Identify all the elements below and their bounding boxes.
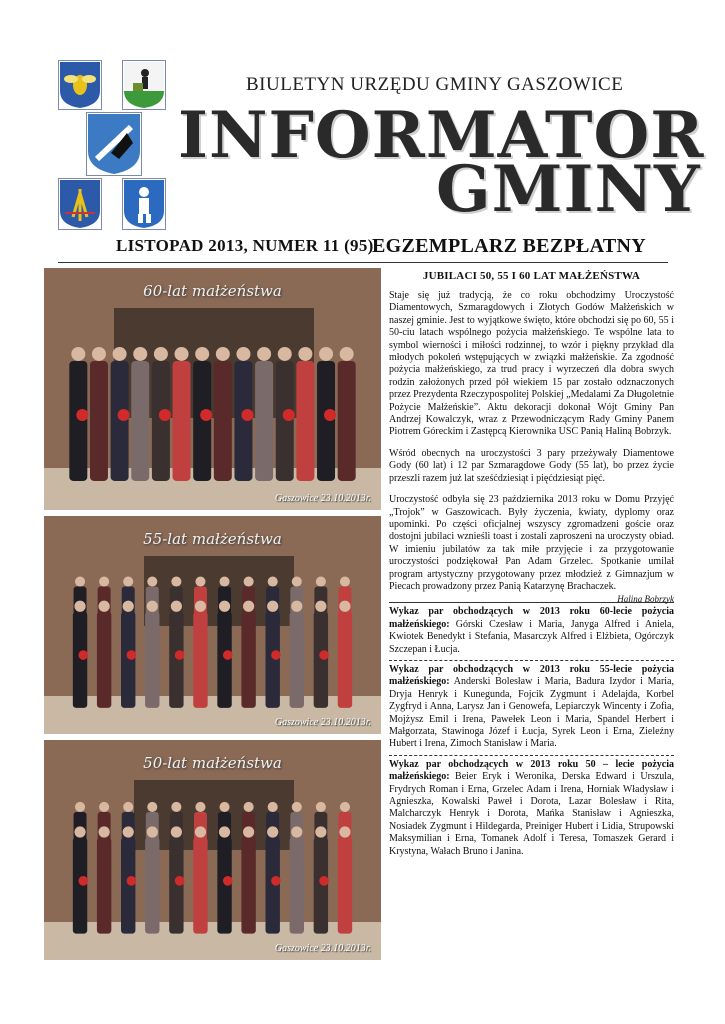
article-paragraph-1: Staje się już tradycją, że co roku obchodzimy Uroczystość Diamentowych, Szmaragdowych i Złotych Godów Małżeńskich w naszej gminie. Jest to wyjątkowe święto, które obchodzi się po 60, 55 i 50-ciu latach wspólnego pożycia małżeńskiego. Te wspólne lata to symbol wierności i miłości rodzinnej, to wzór i piękny przykład dla młodych pokoleń wstępujących w związki małżeńskie. Za zgodność pożycia małżeńskiego, za trud pracy i wyrzeczeń dla dobra swych rodzin założonych przed pół wiekiem 15 par zostało odznaczonych przez Prezydenta Rzeczypospolitej Polskiej „Medalami Za Długoletnie Pożycie Małżeńskie”. Aktu dekoracji dokonał Wójt Gminy Pan Andrzej Kowalczyk, wraz z Przewodniczącym Rady Gminy Panem Piotrem Góreckim i Zastępcą Kierownika USC Panią Haliną Bobrzyk. bbox=[389, 290, 674, 438]
person-figure bbox=[338, 612, 352, 708]
person-figure bbox=[266, 838, 280, 934]
person-head bbox=[315, 601, 326, 612]
person-figure bbox=[338, 361, 356, 481]
person-head bbox=[195, 347, 209, 361]
person-head bbox=[113, 347, 127, 361]
crest-wheat-icon bbox=[58, 178, 102, 230]
person-figure bbox=[266, 612, 280, 708]
person-figure bbox=[193, 838, 207, 934]
person-head bbox=[74, 601, 85, 612]
person-figure bbox=[234, 361, 252, 481]
flower-bouquet bbox=[271, 650, 281, 660]
article-paragraph-2: Wśród obecnych na uroczystości 3 pary przeżywały Diamentowe Gody (60 lat) i 12 par Szmaragdowe Gody (55 lat), bo przez życie przeszli razem już lat sześćdziesiąt i pięćdziesiąt pięć. bbox=[389, 447, 674, 484]
list-55-years bbox=[389, 664, 674, 751]
person-head bbox=[71, 347, 85, 361]
person-head bbox=[243, 601, 254, 612]
person-head bbox=[123, 826, 134, 837]
list-names: Anderski Bolesław i Maria, Badura Izydor i Maria, Dryja Henryk i Kunegunda, Fojcik Zygmunt i Adelajda, Korbel Zygfryd i Anna, Larysz Jan i Genowefa, Lepiarczyk Wincenty i Zofia, Mojżysz Emil i Irena, Pawełek Leon i Maria, Spandel Herbert i Małgorzata, Stawinoga Józef i Łucja, Syrek Leon i Erna, Zieleźny Hubert i Irena, Zimoch Stanisław i Maria. bbox=[389, 676, 674, 750]
person-figure bbox=[193, 361, 211, 481]
person-head bbox=[75, 802, 85, 812]
person-figure bbox=[69, 361, 87, 481]
person-head bbox=[171, 601, 182, 612]
list-60-years bbox=[389, 606, 674, 656]
crests-group bbox=[58, 60, 168, 232]
list-50-years bbox=[389, 759, 674, 858]
flower-bouquet bbox=[127, 650, 137, 660]
person-head bbox=[268, 802, 278, 812]
person-head bbox=[315, 826, 326, 837]
person-head bbox=[244, 802, 254, 812]
flower-bouquet bbox=[78, 650, 88, 660]
photo-title: 55-lat małżeństwa bbox=[143, 530, 282, 548]
flower-bouquet bbox=[241, 409, 253, 421]
person-figure bbox=[314, 838, 328, 934]
person-figure bbox=[131, 361, 149, 481]
masthead-title-informator: INFORMATOR bbox=[178, 98, 705, 173]
person-figure bbox=[169, 612, 183, 708]
list-heading: Wykaz par obchodzących w 2013 roku 60-lecie pożycia małżeńskiego: bbox=[389, 606, 674, 630]
flower-bouquet bbox=[223, 876, 233, 886]
article-author: Halina Bobrzyk bbox=[617, 594, 674, 605]
list-heading: Wykaz par obchodzących w 2013 roku 50 – lecie pożycia małżeńskiego: bbox=[389, 758, 674, 783]
person-figure bbox=[73, 838, 87, 934]
person-head bbox=[147, 601, 158, 612]
person-figure bbox=[121, 612, 135, 708]
person-figure bbox=[290, 612, 304, 708]
crest-pick-icon bbox=[86, 112, 142, 176]
person-head bbox=[175, 347, 189, 361]
person-head bbox=[339, 601, 350, 612]
person-figure bbox=[173, 361, 191, 481]
person-head bbox=[292, 576, 302, 586]
person-head bbox=[171, 802, 181, 812]
photo-date: Gaszowice 23.10.2013r. bbox=[274, 717, 371, 728]
person-head bbox=[220, 802, 230, 812]
person-head bbox=[278, 347, 292, 361]
person-head bbox=[291, 601, 302, 612]
person-figure bbox=[217, 838, 231, 934]
flower-bouquet bbox=[319, 876, 329, 886]
person-head bbox=[99, 601, 110, 612]
person-head bbox=[99, 576, 109, 586]
crest-farmer-icon bbox=[122, 60, 166, 110]
flower-bouquet bbox=[78, 876, 88, 886]
list-names: Górski Czesław i Maria, Janyga Alfred i Aniela, Kwiotek Benedykt i Stefania, Masarczyk Alfred i Elżbieta, Ogórczyk Szczepan i Łucja. bbox=[389, 618, 674, 655]
free-copy-label: EGZEMPLARZ BEZPŁATNY bbox=[372, 235, 646, 257]
person-figure bbox=[241, 612, 255, 708]
person-head bbox=[267, 601, 278, 612]
photo-date: Gaszowice 23.10.2013r. bbox=[274, 943, 371, 954]
person-head bbox=[340, 802, 350, 812]
person-head bbox=[319, 347, 333, 361]
person-head bbox=[123, 576, 133, 586]
person-head bbox=[257, 347, 271, 361]
photo-title: 50-lat małżeństwa bbox=[143, 754, 282, 772]
person-head bbox=[147, 826, 158, 837]
person-figure bbox=[241, 838, 255, 934]
flower-bouquet bbox=[200, 409, 212, 421]
person-head bbox=[99, 802, 109, 812]
person-head bbox=[195, 576, 205, 586]
flower-bouquet bbox=[76, 409, 88, 421]
person-head bbox=[219, 601, 230, 612]
person-figure bbox=[145, 838, 159, 934]
list-separator bbox=[389, 755, 674, 756]
bulletin-title: BIULETYN URZĘDU GMINY GASZOWICE bbox=[246, 74, 624, 95]
crest-bee-icon bbox=[58, 60, 102, 110]
person-head bbox=[339, 826, 350, 837]
person-figure bbox=[145, 612, 159, 708]
photo-date: Gaszowice 23.10.2013r. bbox=[274, 493, 371, 504]
person-head bbox=[244, 576, 254, 586]
person-figure bbox=[193, 612, 207, 708]
person-head bbox=[171, 826, 182, 837]
crest-miner-icon bbox=[122, 178, 166, 230]
person-head bbox=[74, 826, 85, 837]
issue-date-number: LISTOPAD 2013, NUMER 11 (95) bbox=[116, 236, 374, 255]
photo-55-years bbox=[44, 516, 381, 734]
person-figure bbox=[169, 838, 183, 934]
list-heading: Wykaz par obchodzących w 2013 roku 55-lecie pożycia małżeńskiego: bbox=[389, 663, 674, 688]
person-figure bbox=[152, 361, 170, 481]
person-head bbox=[123, 802, 133, 812]
photo-50-years bbox=[44, 740, 381, 960]
person-head bbox=[298, 347, 312, 361]
person-head bbox=[133, 347, 147, 361]
person-head bbox=[92, 347, 106, 361]
photo-title: 60-lat małżeństwa bbox=[143, 282, 282, 300]
flower-bouquet bbox=[175, 876, 185, 886]
person-head bbox=[195, 826, 206, 837]
person-head bbox=[171, 576, 181, 586]
list-separator bbox=[389, 660, 674, 661]
person-head bbox=[195, 601, 206, 612]
person-head bbox=[154, 347, 168, 361]
person-head bbox=[291, 826, 302, 837]
masthead-title-gminy: GMINY bbox=[436, 152, 701, 227]
person-head bbox=[75, 576, 85, 586]
person-head bbox=[216, 347, 230, 361]
person-figure bbox=[255, 361, 273, 481]
header-rule bbox=[58, 262, 668, 263]
person-head bbox=[243, 826, 254, 837]
person-head bbox=[268, 576, 278, 586]
flower-bouquet bbox=[159, 409, 171, 421]
person-head bbox=[267, 826, 278, 837]
person-head bbox=[99, 826, 110, 837]
article-paragraph-3-text: Uroczystość odbyła się 23 października 2013 roku w Domu Przyjęć „Trojok” w Gaszowicach. Były życzenia, kwiaty, dyplomy oraz upominki. Po części oficjalnej wszyscy zgromadzeni goście oraz dostojni jubilaci wznieśli toast i zostali zaproszeni na uroczysty obiad. W imieniu jubilatów za tak miłe przyjęcie i za przygotowanie uroczystości podziękował Pan Adam Grzelec. Spotkanie umilał program artystyczny przygotowany przez młodzież z Gimnazjum w Piecach prowadzony przez Panią Katarzynę Brachaczek. bbox=[389, 494, 674, 592]
flower-bouquet bbox=[118, 409, 130, 421]
article-column bbox=[389, 270, 674, 862]
article-title: JUBILACI 50, 55 I 60 LAT MAŁŻEŃSTWA bbox=[422, 270, 641, 282]
person-head bbox=[236, 347, 250, 361]
flower-bouquet bbox=[175, 650, 185, 660]
person-head bbox=[147, 576, 157, 586]
person-figure bbox=[97, 612, 111, 708]
person-figure bbox=[317, 361, 335, 481]
person-figure bbox=[90, 361, 108, 481]
person-head bbox=[123, 601, 134, 612]
flower-bouquet bbox=[283, 409, 295, 421]
person-figure bbox=[73, 612, 87, 708]
article-paragraph-3 bbox=[389, 494, 674, 605]
person-head bbox=[316, 802, 326, 812]
person-head bbox=[147, 802, 157, 812]
person-head bbox=[220, 576, 230, 586]
list-names: Beier Eryk i Weronika, Derska Edward i Urszula, Frydrych Roman i Erna, Grzelec Adam i Irena, Horniak Władysław i Agnieszka, Kowalski Paweł i Dorota, Lazar Bolesław i Rita, Malcharczyk Henryk i Dorota, Mańka Stanisław i Agnieszka, Nosiadek Zygmunt i Hildegarda, Preiniger Hubert i Lidia, Strupowski Maksymilian i Erna, Tomanek Adolf i Teresa, Tomaszek Gerard i Krystyna, Wałach Bruno i Janina. bbox=[389, 771, 674, 857]
photo-60-years bbox=[44, 268, 381, 510]
flower-bouquet bbox=[223, 650, 233, 660]
person-head bbox=[340, 576, 350, 586]
person-figure bbox=[111, 361, 129, 481]
person-head bbox=[219, 826, 230, 837]
person-figure bbox=[121, 838, 135, 934]
person-figure bbox=[217, 612, 231, 708]
person-figure bbox=[214, 361, 232, 481]
person-figure bbox=[314, 612, 328, 708]
flower-bouquet bbox=[271, 876, 281, 886]
flower-bouquet bbox=[319, 650, 329, 660]
person-head bbox=[340, 347, 354, 361]
person-figure bbox=[296, 361, 314, 481]
flower-bouquet bbox=[324, 409, 336, 421]
person-head bbox=[316, 576, 326, 586]
person-figure bbox=[290, 838, 304, 934]
person-figure bbox=[276, 361, 294, 481]
person-figure bbox=[338, 838, 352, 934]
person-head bbox=[195, 802, 205, 812]
person-head bbox=[292, 802, 302, 812]
flower-bouquet bbox=[127, 876, 137, 886]
person-figure bbox=[97, 838, 111, 934]
